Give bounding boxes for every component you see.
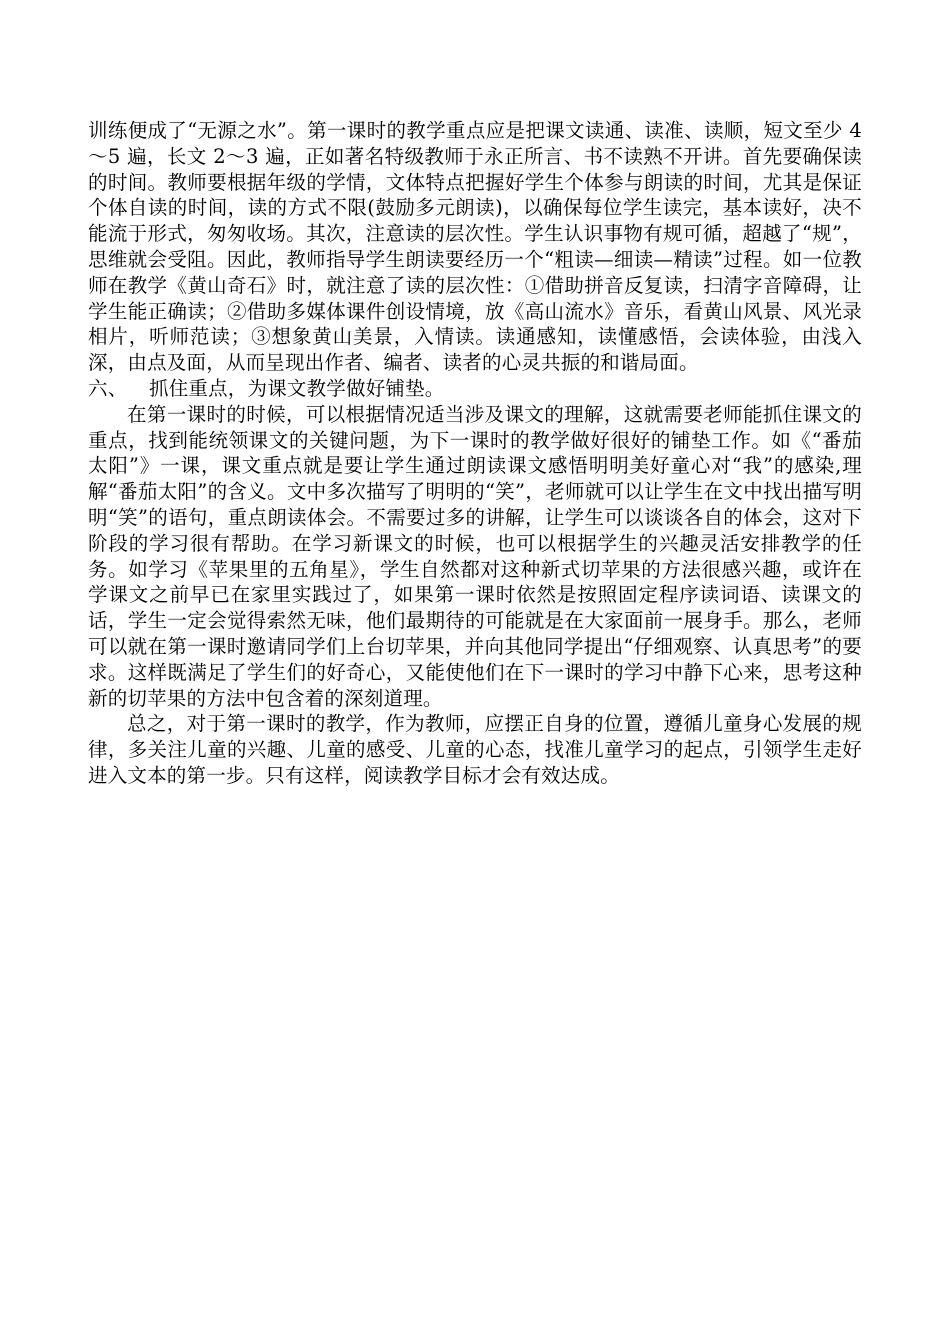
section-title: 抓住重点，为课文教学做好铺垫。 — [149, 376, 445, 400]
body-paragraph-continued: 训练便成了“无源之水”。第一课时的教学重点应是把课文读通、读准、读顺，短文至少 4～5 遍，长文 2～3 遍，正如著名特级教师于永正所言、书不读熟不开讲。首先要确保读的时间。教师要根据年级的学情，文体特点把握好学生个体参与朗读的时间，尤其是保证个体自读的时间，读的方式不限(鼓励多元朗读)，以确保每位学生读完，基本读好，决不能流于形式，匆匆收场。其次，注意读的层次性。学生认识事物有规可循，超越了“规”，思维就会受阻。因此，教师指导学生朗读要经历一个“粗读—细读—精读”过程。如一位教师在教学《黄山奇石》时，就注意了读的层次性：①借助拼音反复读，扫清字音障碍，让学生能正确读；②借助多媒体课件创设情境，放《高山流水》音乐，看黄山风景、风光录相片，听师范读；③想象黄山美景，入情读。读通感知，读懂感悟，会读体验，由浅入深，由点及面，从而呈现出作者、编者、读者的心灵共振的和谐局面。 — [88, 119, 862, 375]
body-paragraph: 在第一课时的时候，可以根据情况适当涉及课文的理解，这就需要老师能抓住课文的重点，找到能统领课文的关键问题，为下一课时的教学做好很好的铺垫工作。如《“番茄太阳”》一课，课文重点就是要让学生通过朗读课文感悟明明美好童心对“我”的感染,理解“番茄太阳”的含义。文中多次描写了明明的“笑”，老师就可以让学生在文中找出描写明明“笑”的语句，重点朗读体会。不需要过多的讲解，让学生可以谈谈各自的体会，这对下阶段的学习很有帮助。在学习新课文的时候，也可以根据学生的兴趣灵活安排教学的任务。如学习《苹果里的五角星》，学生自然都对这种新式切苹果的方法很感兴趣，或许在学课文之前早已在家里实践过了，如果第一课时依然是按照固定程序读词语、读课文的话，学生一定会觉得索然无味，他们最期待的可能就是在大家面前一展身手。那么，老师可以就在第一课时邀请同学们上台切苹果，并向其他同学提出“仔细观察、认真思考”的要求。这样既满足了学生们的好奇心，又能使他们在下一课时的学习中静下心来，思考这种新的切苹果的方法中包含着的深刻道理。 — [88, 402, 862, 710]
section-heading — [88, 376, 862, 402]
document-page — [88, 118, 862, 789]
section-number: 六、 — [88, 376, 128, 400]
conclusion-paragraph: 总之，对于第一课时的教学，作为教师，应摆正自身的位置，遵循儿童身心发展的规律，多关注儿童的兴趣、儿童的感受、儿童的心态，找准儿童学习的起点，引领学生走好进入文本的第一步。只有这样，阅读教学目标才会有效达成。 — [88, 712, 862, 787]
